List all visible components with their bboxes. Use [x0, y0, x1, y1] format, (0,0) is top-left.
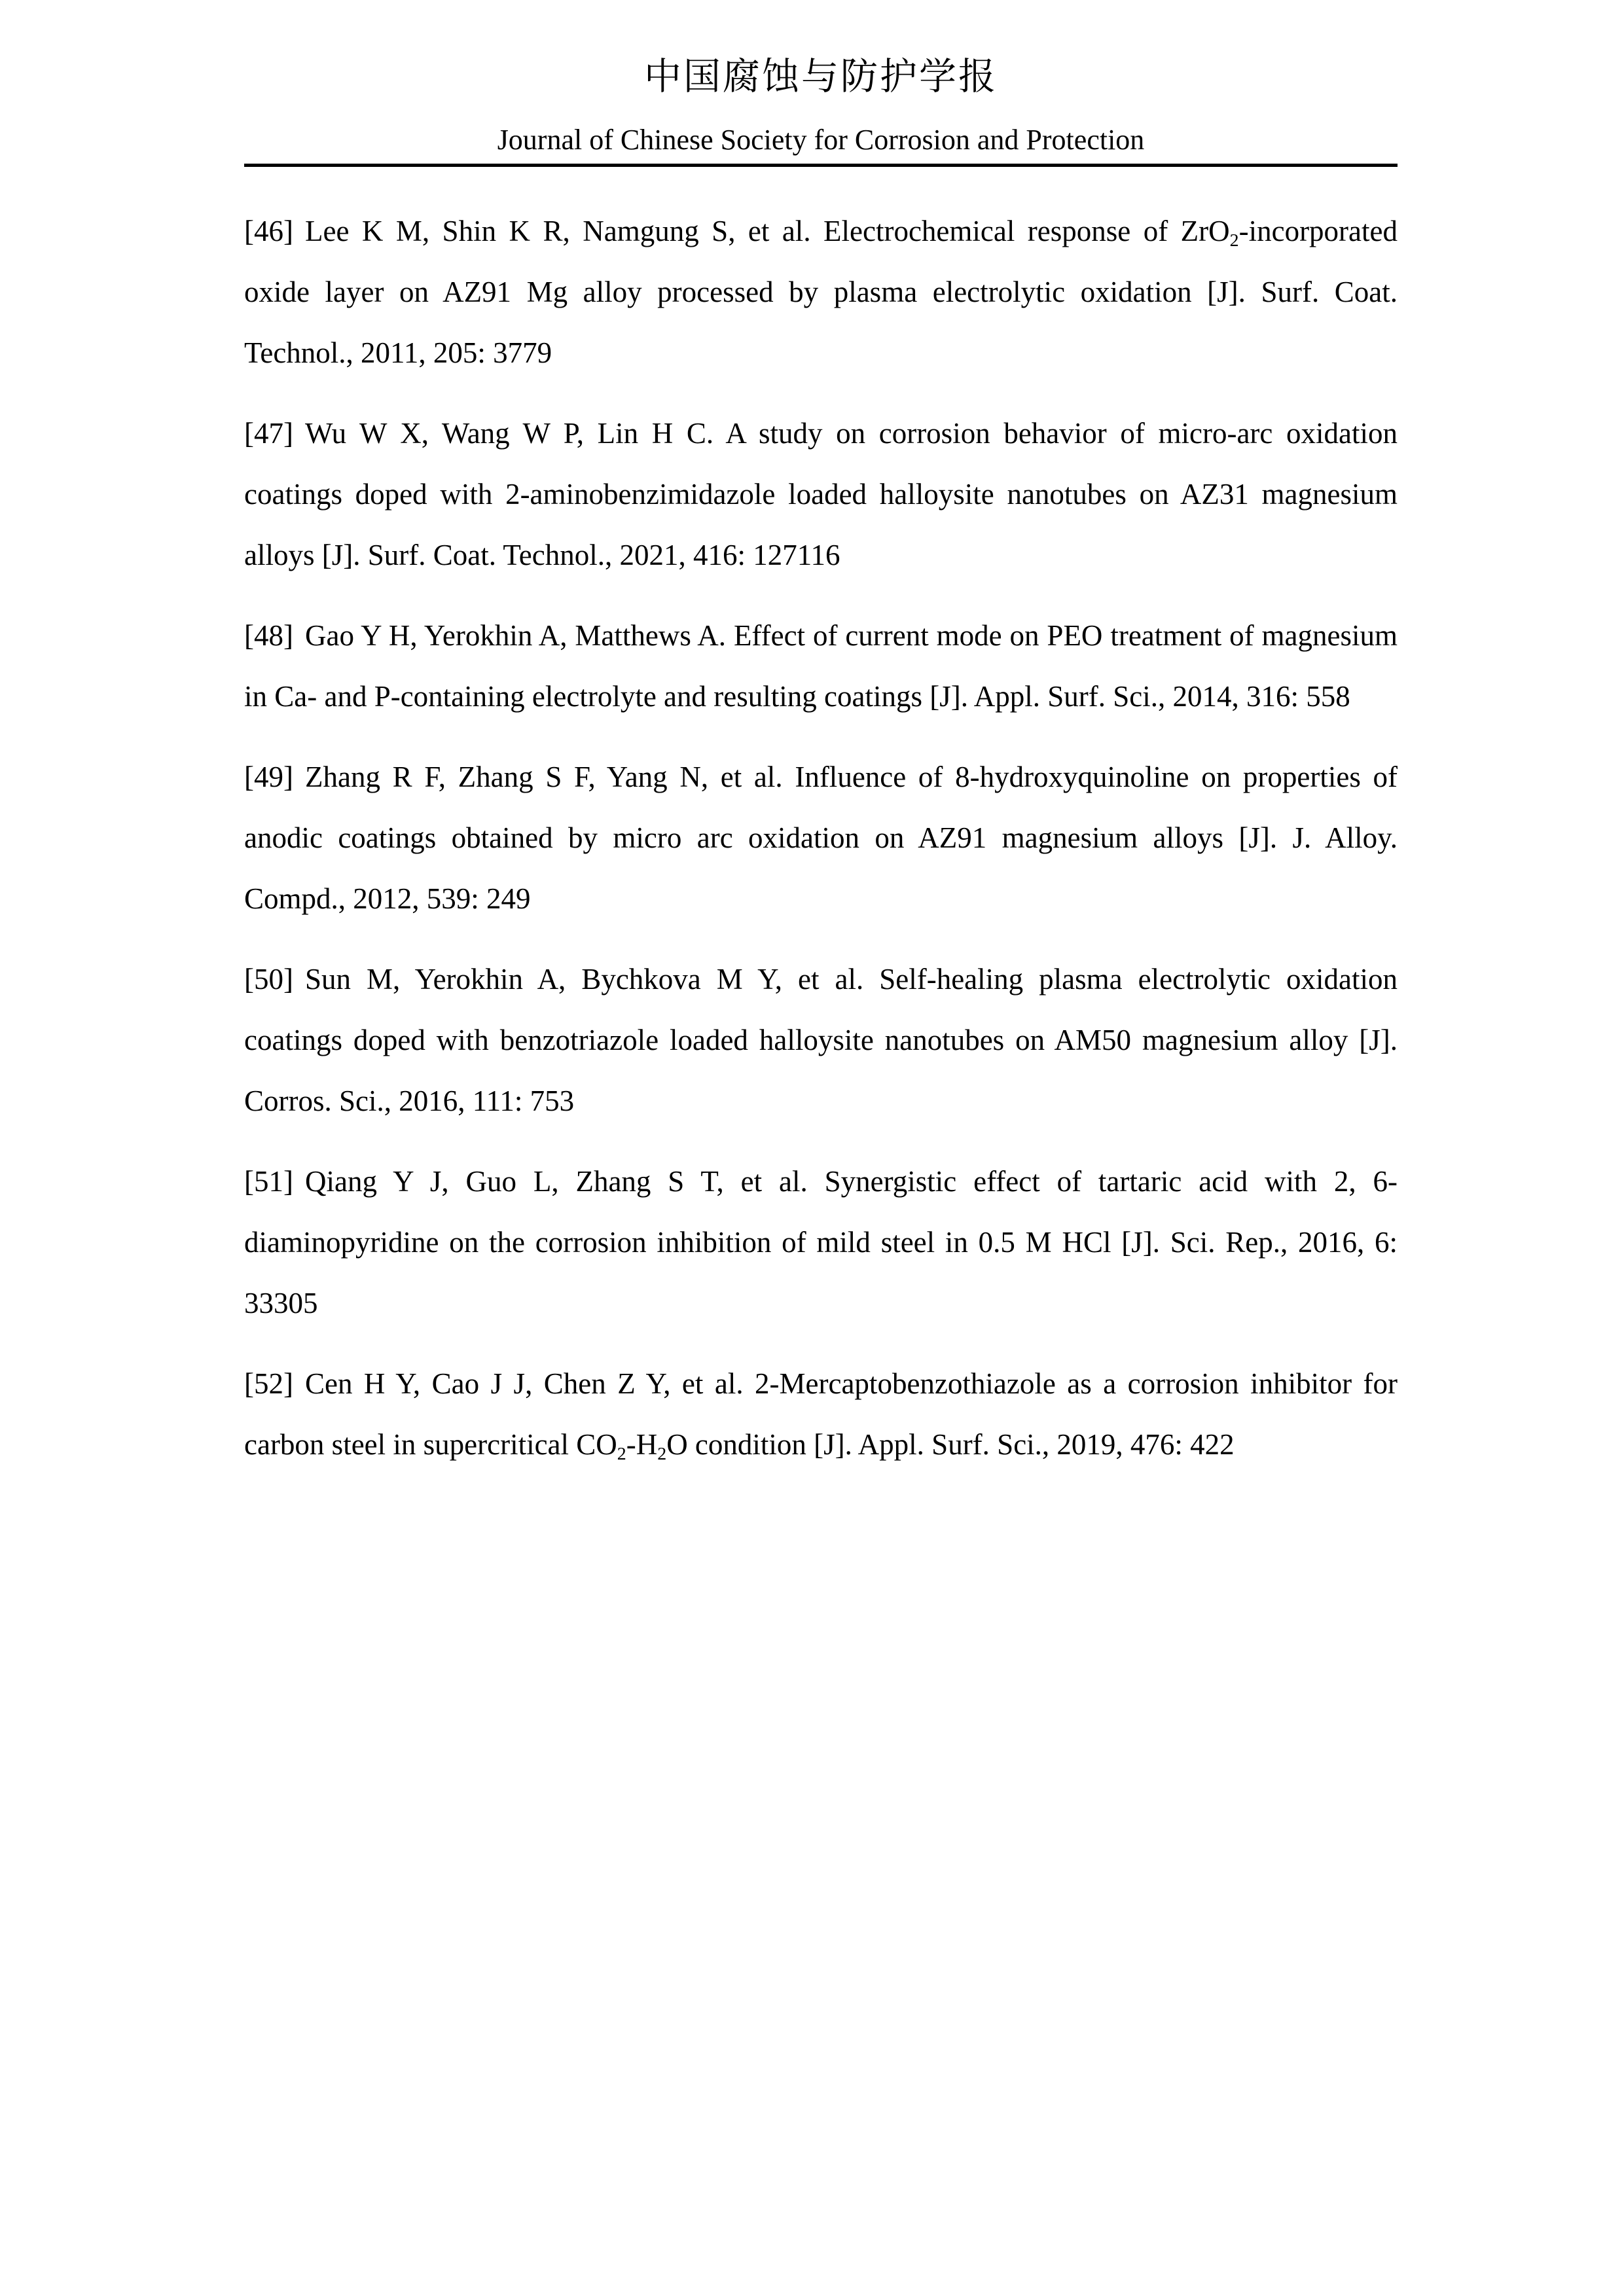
reference-item [244, 201, 1398, 384]
reference-text: Qiang Y J, Guo L, Zhang S T, et al. Synergistic effect of tartaric acid with 2, 6-diaminopyridine on the corrosion inhibition of mild steel in 0.5 M HCl [J]. Sci. Rep., 2016, 6: 33305 [244, 1165, 1398, 1319]
reference-label: [47] [244, 417, 293, 450]
reference-text: Zhang R F, Zhang S F, Yang N, et al. Influence of 8-hydroxyquinoline on properties of anodic coatings obtained by micro arc oxidation on AZ91 magnesium alloys [J]. J. Alloy. Compd., 2012, 539: 249 [244, 761, 1398, 915]
header-rule [244, 164, 1398, 167]
reference-text: Lee K M, Shin K R, Namgung S, et al. Electrochemical response of ZrO$_2$-incorporated oxide layer on AZ91 Mg alloy processed by plasma electrolytic oxidation [J]. Surf. Coat. Technol., 2011, 205: 3779 [244, 215, 1398, 369]
reference-text: Cen H Y, Cao J J, Chen Z Y, et al. 2-Mercaptobenzothiazole as a corrosion inhibitor for carbon steel in supercritical $CO_2-H_2O$ condition [J]. Appl. Surf. Sci., 2019, 476: 422 [244, 1367, 1398, 1464]
reference-item [244, 605, 1398, 727]
reference-label: [48] [244, 619, 293, 652]
reference-item [244, 1354, 1398, 1475]
journal-title-chinese: 中国腐蚀与防护学报 [644, 56, 998, 98]
reference-label: [49] [244, 761, 293, 793]
reference-text: Wu W X, Wang W P, Lin H C. A study on corrosion behavior of micro-arc oxidation coatings doped with 2-aminobenzimidazole loaded halloysite nanotubes on AZ31 magnesium alloys [J]. Surf. Coat. Technol., 2021, 416: 127116 [244, 417, 1398, 571]
reference-text: Sun M, Yerokhin A, Bychkova M Y, et al. Self-healing plasma electrolytic oxidation coatings doped with benzotriazole loaded halloysite nanotubes on AM50 magnesium alloy [J]. Corros. Sci., 2016, 111: 753 [244, 963, 1398, 1117]
references-list [244, 201, 1398, 1475]
reference-item [244, 949, 1398, 1132]
reference-item [244, 747, 1398, 929]
reference-label: [51] [244, 1165, 293, 1198]
reference-label: [52] [244, 1367, 293, 1400]
reference-label: [46] [244, 215, 293, 247]
journal-header [244, 0, 1398, 167]
reference-item [244, 1151, 1398, 1334]
journal-title-english: Journal of Chinese Society for Corrosion and Protection [497, 124, 1145, 156]
reference-text: Gao Y H, Yerokhin A, Matthews A. Effect of current mode on PEO treatment of magnesium in Ca- and P-containing electrolyte and resulting coatings [J]. Appl. Surf. Sci., 2014, 316: 558 [244, 619, 1398, 713]
reference-item [244, 403, 1398, 586]
reference-label: [50] [244, 963, 293, 996]
